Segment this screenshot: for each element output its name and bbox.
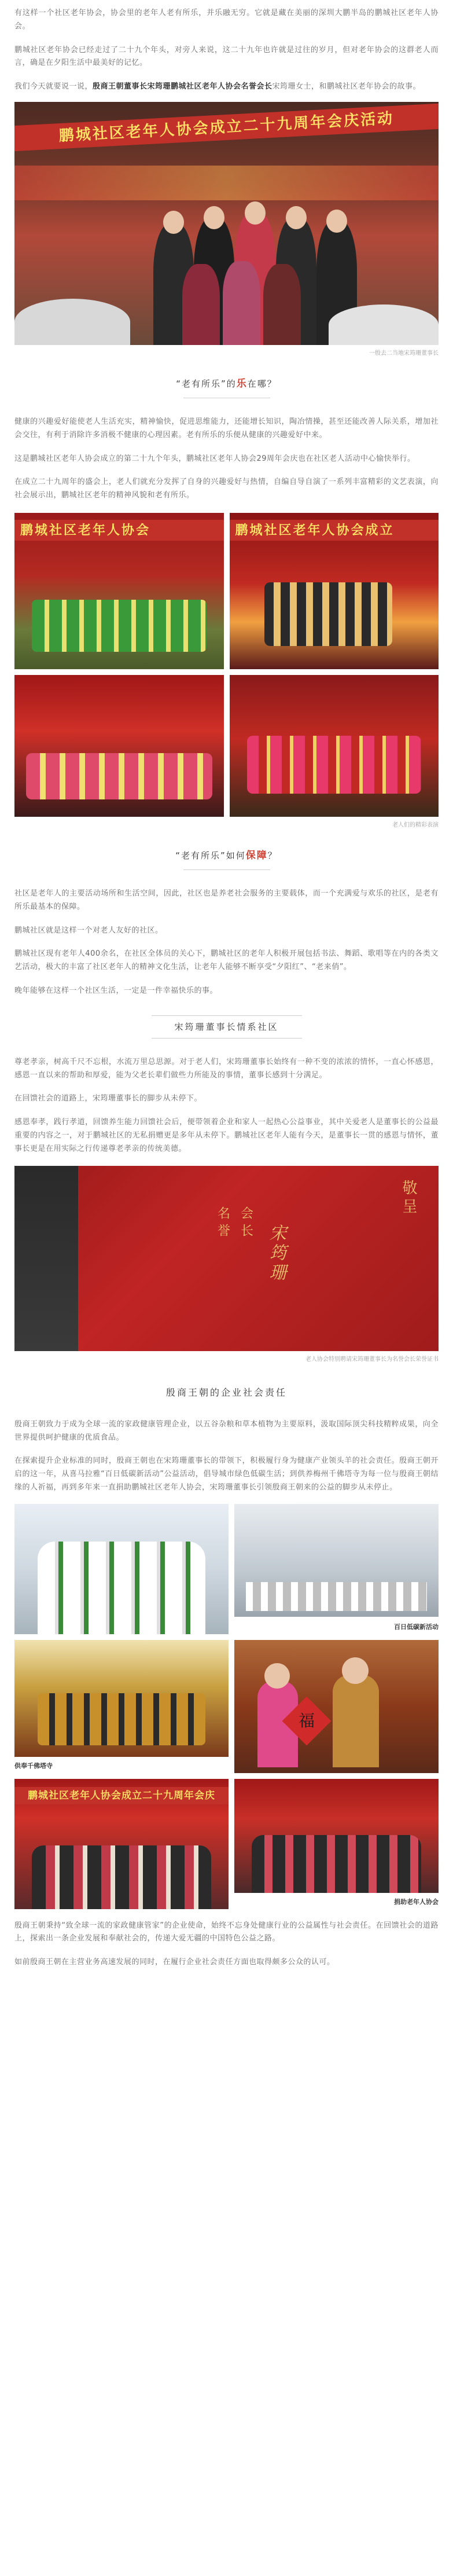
section3-paragraph-2: 在回馈社会的道路上，宋筠珊董事长的脚步从未停下。 bbox=[14, 1094, 202, 1103]
closing-paragraph-2: 如前殷商王朝在主营业务高速发展的同时，在履行企业社会责任方面也取得颇多公众的认可。 bbox=[14, 1958, 335, 1966]
section1-paragraph-3: 在成立二十九周年的盛会上，老人们就充分发挥了自身的兴趣爱好与热情，自编自导自演了一系列丰富精彩的文艺表演，向社会展示出，鹏城社区老年的精神风貌和老有所乐。 bbox=[14, 478, 439, 500]
section2-paragraph-3: 鹏城社区现有老年人400余名，在社区全体员的关心下，鹏城社区的老年人积极开展包括书法、舞蹈、歌唱等在内的各类文艺活动，极大的丰富了社区老年人的精神文化生活，让老年人能够不断享受“夕阳红”、“老来俏”。 bbox=[14, 949, 439, 971]
section1-title-pre: “老有所乐”的 bbox=[176, 379, 237, 390]
section1-title-post: 在哪？ bbox=[247, 379, 277, 390]
performance-banner-a: 鹏城社区老年人协会 bbox=[14, 520, 224, 541]
charity-photo-row-3 bbox=[14, 1779, 439, 1909]
intro-paragraph-2: 鹏城社区老年协会已经走过了二十九个年头，对旁人来说，这二十九年也许就是过往的岁月，但对老年协会的这群老人而言，确是在夕阳生活中最美好的记忆。 bbox=[14, 45, 439, 68]
section1-title-highlight: 乐 bbox=[236, 378, 248, 390]
section2-title-post: ？ bbox=[267, 850, 278, 861]
photo1-caption: 一殷去二当地宋筠珊董事长 bbox=[369, 350, 439, 357]
label-low-carbon: 百日低碳新活动 bbox=[394, 1623, 439, 1631]
donation-banner: 鹏城社区老年人协会成立二十九周年会庆 bbox=[14, 1787, 229, 1804]
certificate-line-1: 名誉 bbox=[215, 1206, 230, 1242]
section2-paragraph-4: 晚年能够在这样一个社区生活，一定是一件幸福快乐的事。 bbox=[14, 986, 218, 995]
low-carbon-photo-1 bbox=[14, 1504, 229, 1634]
section4-paragraph-1: 殷商王朝致力于成为全球一流的家政健康管理企业，以五谷杂粮和草本植物为主要原料，汲取国际顶尖科技精粹成果，向全世界提供呵护健康的优质食品。 bbox=[14, 1419, 439, 1442]
certificate-seal: 敬呈 bbox=[400, 1180, 417, 1217]
intro-paragraph-3 bbox=[14, 80, 439, 94]
fu-character: 福 bbox=[298, 1711, 315, 1730]
section2-paragraph-2: 鹏城社区就是这样一个对老人友好的社区。 bbox=[14, 926, 163, 935]
section3-paragraph-3: 感恩奉孝，践行孝道，回馈养生能力回馈社会后，便带领着企业和家人一起热心公益事业，其中关爱老人是董事长的公益最重要的内容之一，对于鹏城社区的无私捐赠更是多年从未停下。鹏城社区老年人能有今天，是董事长一贯的感恩与情怀，董事长更是在用实际之行传递尊老孝亲的传统美德。 bbox=[14, 1118, 439, 1153]
honorary-certificate-photo bbox=[14, 1166, 439, 1351]
section4-paragraph-2: 在探索提升企业标准的同时，殷商王朝也在宋筠珊董事长的带领下，积极履行身为健康产业领头羊的社会责任。殷商王朝开启的这一年，从喜马拉雅“百日低碳新活动”公益活动，倡导城市绿色低碳生活；到供养梅州千佛塔寺为每一位与殷商王朝结缘的人祈福，再到多年来一直捐助鹏城社区老年人协会，宋筠珊董事长引领殷商王朝来的公益的脚步从未停止。 bbox=[14, 1456, 439, 1492]
article-page bbox=[0, 7, 453, 2576]
donation-photo-2 bbox=[234, 1779, 439, 1893]
certificate-name: 宋筠珊 bbox=[266, 1224, 286, 1283]
performance-banner-b: 鹏城社区老年人协会成立 bbox=[230, 520, 439, 541]
section3-paragraph-1: 尊老孝亲，树高千尺不忘根，水流万里总思源。对于老人们，宋筠珊董事长始终有一种不变的浓浓的情怀，一直心怀感恩，感恩一直以来的帮助和厚爱，能为父老长辈们做些力所能及的事情，董事长感到十分满足。 bbox=[14, 1057, 439, 1080]
certificate-line-2: 会长 bbox=[238, 1206, 253, 1242]
certificate-caption: 老人协会特别聘请宋筠珊董事长为名誉会长荣誉证书 bbox=[305, 1356, 439, 1363]
temple-photo-2 bbox=[234, 1640, 439, 1773]
donation-photo-1 bbox=[14, 1779, 229, 1909]
performance-photo-2 bbox=[230, 513, 439, 669]
article-content bbox=[0, 7, 453, 1969]
low-carbon-photo-2 bbox=[234, 1504, 439, 1617]
closing-paragraph-1: 殷商王朝秉持“致全球一流的家政健康管家”的企业使命，始终不忘身处健康行业的公益属性与社会责任。在回馈社会的道路上，探索出一条企业发展和奉献社会的，传递大爱无疆的中国特色公益之路。 bbox=[14, 1921, 439, 1943]
anniversary-banner: 鹏城社区老年人协会成立二十九周年会庆活动 bbox=[14, 103, 439, 151]
performance-photo-row-2 bbox=[14, 675, 439, 817]
temple-photo-1 bbox=[14, 1640, 229, 1757]
performance-photo-1 bbox=[14, 513, 224, 669]
stage-lights bbox=[14, 166, 439, 200]
performance-photo-row-1 bbox=[14, 513, 439, 669]
intro-paragraph-1: 有这样一个社区老年协会，协会里的老年人老有所乐，并乐融无穷。它就是藏在美丽的深圳大鹏半岛的鹏城社区老年人协会。 bbox=[14, 9, 439, 31]
section2-divider bbox=[183, 869, 270, 870]
label-donation: 捐助老年人协会 bbox=[394, 1898, 439, 1906]
intro-p3-bold: 殷商王朝董事长宋筠珊鹏城社区老年人协会名誉会长 bbox=[93, 82, 272, 91]
section1-title bbox=[14, 376, 439, 393]
section1-paragraph-2: 这是鹏城社区老年人协会成立的第二十九个年头，鹏城社区老年人协会29周年会庆也在社区老人活动中心愉快举行。 bbox=[14, 454, 415, 463]
charity-photo-row-2 bbox=[14, 1640, 439, 1773]
intro-p3-pre: 我们今天就要说一说， bbox=[14, 82, 93, 91]
section1-paragraph-1: 健康的兴趣爱好能使老人生活充实，精神愉快，促进思维能力，还能增长知识，陶冶情操，甚至还能改善人际关系，增加社会交往，有利于消除许多消极不健康的心理因素。老有所乐的乐便从健康的兴趣爱好中来。 bbox=[14, 417, 439, 439]
section3-title: 宋筠珊董事长情系社区 bbox=[152, 1015, 302, 1039]
intro-p3-post: 宋筠珊女士，和鹏城社区老年协会的故事。 bbox=[272, 82, 421, 91]
section4-title: 殷商王朝的企业社会责任 bbox=[165, 1386, 287, 1398]
performance-photo-4 bbox=[230, 675, 439, 817]
section2-title bbox=[14, 847, 439, 865]
section2-title-highlight: 保障 bbox=[245, 850, 268, 862]
performance-caption: 老人们的精彩表演 bbox=[392, 821, 439, 828]
anniversary-group-photo bbox=[14, 102, 439, 345]
section2-title-pre: “老有所乐”如何 bbox=[175, 850, 246, 861]
label-temple: 供奉千佛塔寺 bbox=[14, 1762, 53, 1770]
charity-photo-row-1 bbox=[14, 1504, 439, 1634]
section2-paragraph-1: 社区是老年人的主要活动场所和生活空间，因此，社区也是养老社会服务的主要载体，而一个充满爱与欢乐的社区，是老有所乐最基本的保障。 bbox=[14, 889, 439, 911]
performance-photo-3 bbox=[14, 675, 224, 817]
